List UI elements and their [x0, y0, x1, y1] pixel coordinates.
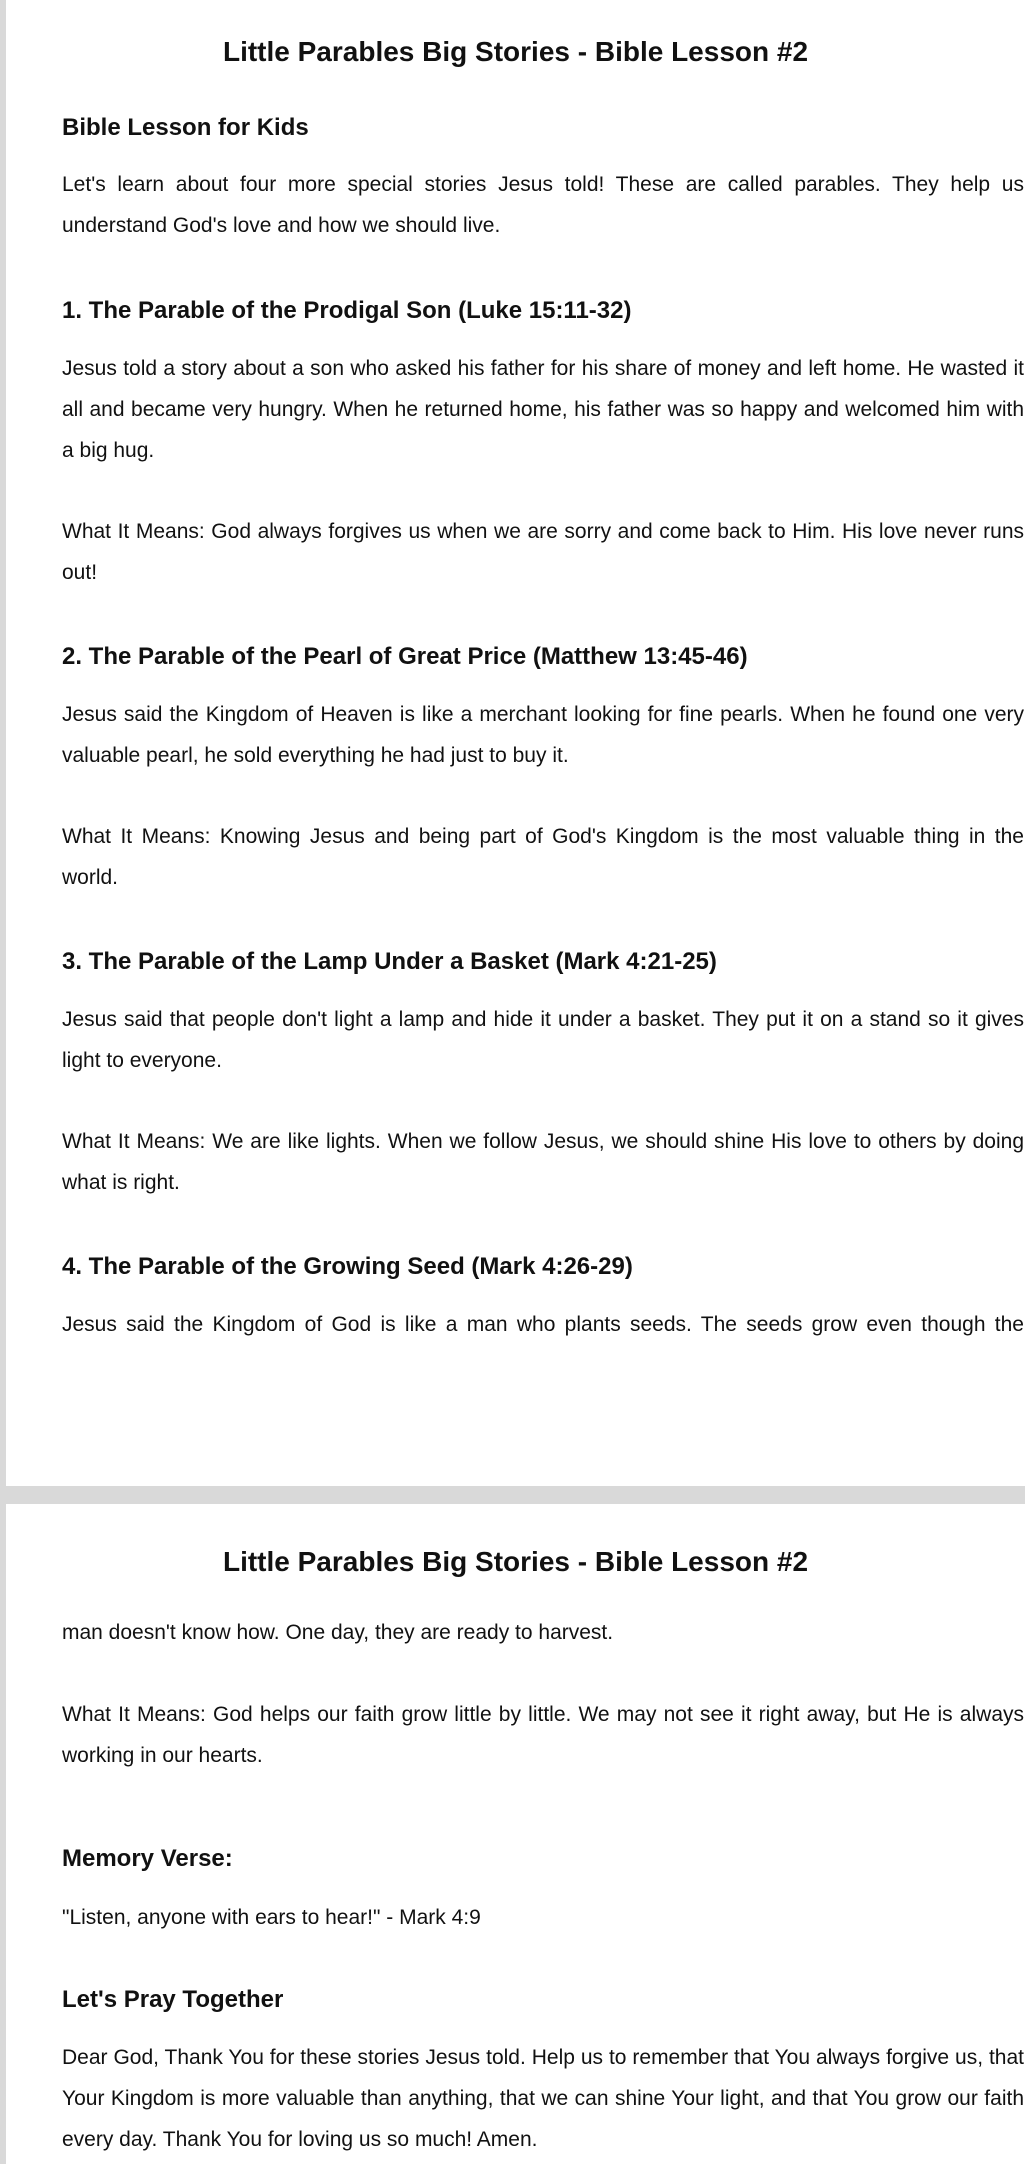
document-page-1 — [6, 0, 1025, 1486]
parable-2-meaning: What It Means: Knowing Jesus and being part of God's Kingdom is the most valuable thing in the world. — [62, 825, 1024, 889]
page-title: Little Parables Big Stories - Bible Lesson #2 — [222, 1546, 809, 1577]
prayer-heading: Let's Pray Together — [62, 1986, 284, 2013]
parable-3-meaning: What It Means: We are like lights. When we follow Jesus, we should shine His love to others by doing what is right. — [62, 1130, 1024, 1194]
prayer-paragraph: Dear God, Thank You for these stories Jesus told. Help us to remember that You always forgive us, that Your Kingdom is more valuable than anything, that we can shine Your light, and that You grow our faith every day. Thank You for loving us so much! Amen. — [62, 2046, 1024, 2151]
parable-3-heading: 3. The Parable of the Lamp Under a Basket (Mark 4:21-25) — [62, 948, 717, 975]
parable-2-story: Jesus said the Kingdom of Heaven is like a merchant looking for fine pearls. When he found one very valuable pearl, he sold everything he had just to buy it. — [62, 703, 1024, 767]
parable-4-story-part2: man doesn't know how. One day, they are ready to harvest. — [62, 1621, 614, 1644]
parable-4-story-part1: Jesus said the Kingdom of God is like a man who plants seeds. The seeds grow even though the — [62, 1313, 1024, 1336]
memory-verse: "Listen, anyone with ears to hear!" - Mark 4:9 — [62, 1906, 481, 1929]
parable-1-meaning: What It Means: God always forgives us when we are sorry and come back to Him. His love never runs out! — [62, 520, 1024, 584]
intro-paragraph: Let's learn about four more special stories Jesus told! These are called parables. They help us understand God's love and how we should live. — [62, 173, 1024, 237]
document-page-2 — [6, 1504, 1025, 2164]
parable-2-heading: 2. The Parable of the Pearl of Great Price (Matthew 13:45-46) — [62, 643, 748, 670]
page-title: Little Parables Big Stories - Bible Lesson #2 — [222, 36, 809, 67]
memory-verse-heading: Memory Verse: — [62, 1845, 233, 1872]
parable-3-story: Jesus said that people don't light a lamp and hide it under a basket. They put it on a stand so it gives light to everyone. — [62, 1008, 1024, 1072]
parable-1-story: Jesus told a story about a son who asked his father for his share of money and left home. He wasted it all and became very hungry. When he returned home, his father was so happy and welcomed him with a big hug. — [62, 357, 1024, 462]
parable-4-meaning: What It Means: God helps our faith grow little by little. We may not see it right away, but He is always working in our hearts. — [62, 1703, 1024, 1767]
parable-4-heading: 4. The Parable of the Growing Seed (Mark 4:26-29) — [62, 1253, 633, 1280]
parable-1-heading: 1. The Parable of the Prodigal Son (Luke 15:11-32) — [62, 297, 632, 324]
lesson-subtitle: Bible Lesson for Kids — [62, 114, 309, 141]
